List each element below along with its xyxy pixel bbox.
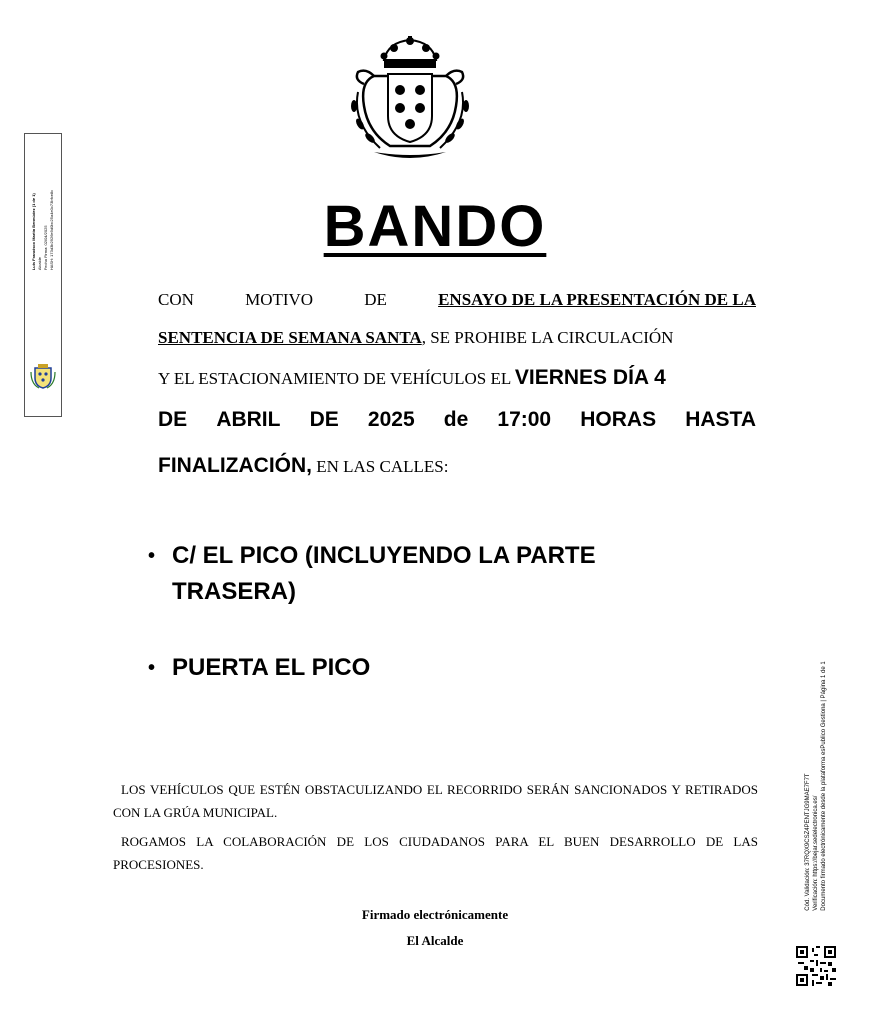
intro-line-3 xyxy=(158,366,756,390)
notice-cooperation: ROGAMOS LA COLABORACIÓN DE LOS CIUDADANOS PARA EL BUEN DESARROLLO DE LAS PROCESIONES. xyxy=(113,834,758,872)
date-word: 17:00 xyxy=(497,408,552,431)
stamp-signer: Luis Francisco Martín Bermúdez (1 de 1) xyxy=(31,193,36,271)
intro-word: MOTIVO xyxy=(245,290,314,309)
date-word: 2025 xyxy=(367,408,415,431)
validation-code: Cód. Validación: 37RQX9CSZ4PENTJG9MAE7F7T xyxy=(805,773,811,911)
date-word: ABRIL xyxy=(216,408,281,431)
prohibition-text: , SE PROHIBE LA CIRCULACIÓN xyxy=(421,328,674,347)
signature-electronic: Firmado electrónicamente xyxy=(361,907,509,922)
coat-of-arms-icon xyxy=(340,36,480,164)
intro-line-4 xyxy=(158,408,756,432)
event-name-part-2: SENTENCIA DE SEMANA SANTA xyxy=(158,328,422,347)
date-word: HASTA xyxy=(685,408,756,431)
intro-word: CON xyxy=(158,290,194,309)
signature-mayor: El Alcalde xyxy=(406,933,464,948)
bullet-icon: • xyxy=(148,545,156,567)
date-word: DE xyxy=(309,408,339,431)
finalization-text: FINALIZACIÓN, xyxy=(158,454,312,477)
street-name: PUERTA EL PICO xyxy=(172,654,371,681)
page-title xyxy=(0,193,870,260)
streets-intro-text: EN LAS CALLES: xyxy=(311,457,449,476)
event-name-part-1: ENSAYO DE LA PRESENTACIÓN DE LA xyxy=(438,290,756,309)
date-word: HORAS xyxy=(580,408,657,431)
intro-line-5 xyxy=(158,454,756,478)
platform-note: Documento firmado electrónicamente desde la plataforma esPublico Gestiona | Página 1 de 1 xyxy=(821,661,827,911)
verification-text xyxy=(804,661,828,910)
stamp-text xyxy=(31,190,55,270)
parking-text: Y EL ESTACIONAMIENTO DE VEHÍCULOS EL xyxy=(158,369,515,388)
intro-line-1 xyxy=(158,290,756,310)
verification-url: Verificación: https://bejar.sedelectronica.es/ xyxy=(813,795,819,911)
street-name: C/ EL PICO (INCLUYENDO LA PARTE TRASERA) xyxy=(172,542,596,605)
notice-sanctions: LOS VEHÍCULOS QUE ESTÉN OBSTACULIZANDO EL RECORRIDO SERÁN SANCIONADOS Y RETIRADOS CON LA GRÚA MUNICIPAL. xyxy=(113,782,758,820)
verification-strip xyxy=(796,630,836,942)
intro-word: DE xyxy=(364,290,387,309)
mini-coat-of-arms-icon xyxy=(29,362,57,390)
date-word: de xyxy=(443,408,469,431)
stamp-hash: HASH: 173d3b2926e9d0bc25a4e0c73bfce8c xyxy=(49,189,54,271)
stamp-role: Alcalde xyxy=(37,257,42,271)
date-word: DE xyxy=(158,408,188,431)
title-text: BANDO xyxy=(323,194,547,259)
event-day: VIERNES DÍA 4 xyxy=(514,366,666,389)
qr-code-icon xyxy=(796,946,836,986)
stamp-date: Fecha Firma: 02/04/2025 xyxy=(43,225,48,271)
intro-line-2 xyxy=(158,328,756,348)
signature-stamp-box xyxy=(24,133,62,417)
bullet-icon: • xyxy=(148,657,156,679)
